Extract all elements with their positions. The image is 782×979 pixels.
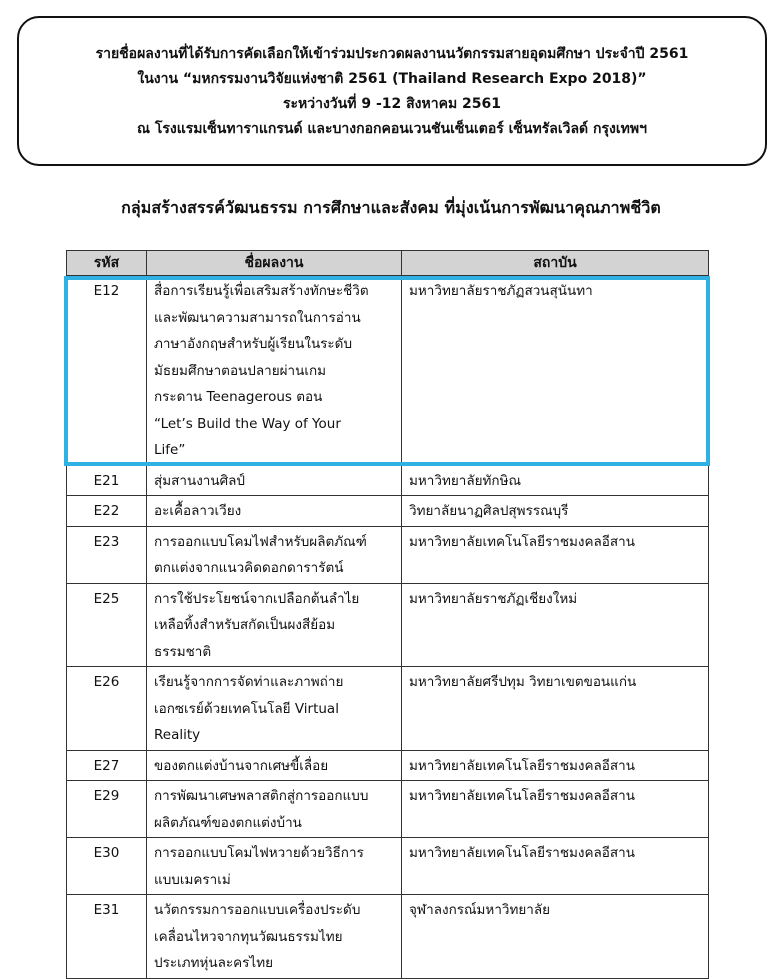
row-name-line: สื่อการเรียนรู้เพื่อเสริมสร้างทักษะชีวิต xyxy=(154,283,369,299)
row-code: E27 xyxy=(67,750,147,781)
row-name xyxy=(147,465,402,496)
row-name-line: มัธยมศึกษาตอนปลายผ่านเกม xyxy=(154,362,327,379)
row-name-line: Life” xyxy=(154,442,186,458)
row-name xyxy=(147,781,402,838)
table-body xyxy=(67,276,709,979)
row-name xyxy=(147,496,402,527)
row-name-line: สุ่มสานงานศิลป์ xyxy=(154,472,245,489)
row-name-line: ประเภทหุ่นละครไทย xyxy=(154,955,274,971)
row-name-line: และพัฒนาความสามารถในการอ่าน xyxy=(154,309,361,326)
row-name-line: นวัตกรรมการออกแบบเครื่องประดับ xyxy=(154,902,361,918)
row-code: E26 xyxy=(67,667,147,751)
header-name: ชื่อผลงาน xyxy=(147,251,402,276)
row-code: E30 xyxy=(67,838,147,895)
row-name-line: Reality xyxy=(154,727,201,743)
header-line-event: ในงาน “มหกรรมงานวิจัยแห่งชาติ 2561 (Thailand Research Expo 2018)” xyxy=(137,71,647,87)
row-name-line: ภาษาอังกฤษสำหรับผู้เรียนในระดับ xyxy=(154,336,353,352)
table-row xyxy=(67,526,709,583)
row-institution: มหาวิทยาลัยเทคโนโลยีราชมงคลอีสาน xyxy=(402,838,709,895)
row-institution: มหาวิทยาลัยเทคโนโลยีราชมงคลอีสาน xyxy=(402,526,709,583)
row-code: E25 xyxy=(67,583,147,667)
row-name-line: การใช้ประโยชน์จากเปลือกต้นลำไย xyxy=(154,590,360,607)
row-institution: มหาวิทยาลัยเทคโนโลยีราชมงคลอีสาน xyxy=(402,750,709,781)
row-name xyxy=(147,583,402,667)
row-institution: วิทยาลัยนาฏศิลปสุพรรณบุรี xyxy=(402,496,709,527)
row-name-line: เอกซเรย์ด้วยเทคโนโลยี Virtual xyxy=(154,700,339,717)
table-row xyxy=(67,781,709,838)
row-institution: มหาวิทยาลัยศรีปทุม วิทยาเขตขอนแก่น xyxy=(402,667,709,751)
row-name-line: ตกแต่งจากแนวคิดดอกดารารัตน์ xyxy=(154,560,344,576)
section-title: กลุ่มสร้างสรรค์วัฒนธรรม การศึกษาและสังคม ที่มุ่งเน้นการพัฒนาคุณภาพชีวิต xyxy=(121,198,661,217)
row-code: E31 xyxy=(67,895,147,979)
row-name-line: ของตกแต่งบ้านจากเศษขี้เลื่อย xyxy=(154,757,329,774)
table-header-row xyxy=(67,251,709,276)
row-code: E21 xyxy=(67,465,147,496)
row-name-line: อะเคื้อลาวเวียง xyxy=(154,503,242,519)
table-row xyxy=(67,496,709,527)
row-name-line: การออกแบบโคมไฟสำหรับผลิตภัณฑ์ xyxy=(154,533,367,550)
row-institution: มหาวิทยาลัยเทคโนโลยีราชมงคลอีสาน xyxy=(402,781,709,838)
row-name-line: เคลื่อนไหวจากทุนวัฒนธรรมไทย xyxy=(154,928,343,945)
table-row xyxy=(67,583,709,667)
row-name-line: เรียนรู้จากการจัดท่าและภาพถ่าย xyxy=(154,674,344,690)
header-line-dates: ระหว่างวันที่ 9 -12 สิงหาคม 2561 xyxy=(282,96,502,112)
header-line-venue: ณ โรงแรมเซ็นทาราแกรนด์ และบางกอกคอนเวนชันเซ็นเตอร์ เซ็นทรัลเวิลด์ กรุงเทพฯ xyxy=(137,121,647,137)
row-name xyxy=(147,526,402,583)
table-row xyxy=(67,667,709,751)
results-table xyxy=(66,250,709,979)
row-code: E29 xyxy=(67,781,147,838)
row-name xyxy=(147,750,402,781)
row-name-line: เหลือทิ้งสำหรับสกัดเป็นผงสีย้อม xyxy=(154,617,336,633)
header-institution: สถาบัน xyxy=(402,251,709,276)
row-name-line: ธรรมชาติ xyxy=(154,643,212,660)
header-line-title: รายชื่อผลงานที่ได้รับการคัดเลือกให้เข้าร่วมประกวดผลงานนวัตกรรมสายอุดมศึกษา ประจำปี 2561 xyxy=(95,46,689,62)
table-row xyxy=(67,838,709,895)
row-code: E22 xyxy=(67,496,147,527)
row-name xyxy=(147,667,402,751)
row-code: E12 xyxy=(67,276,147,466)
row-institution: มหาวิทยาลัยทักษิณ xyxy=(402,465,709,496)
row-name xyxy=(147,895,402,979)
row-name-line: กระดาน Teenagerous ตอน xyxy=(154,389,323,405)
table-row xyxy=(67,750,709,781)
row-institution: มหาวิทยาลัยราชภัฏสวนสุนันทา xyxy=(402,276,709,466)
row-name xyxy=(147,276,402,466)
table-row xyxy=(67,276,709,466)
row-name-line: แบบเมคราเม่ xyxy=(154,871,231,888)
row-name-line: ผลิตภัณฑ์ของตกแต่งบ้าน xyxy=(154,814,302,831)
table-row xyxy=(67,895,709,979)
row-institution: จุฬาลงกรณ์มหาวิทยาลัย xyxy=(402,895,709,979)
row-name xyxy=(147,838,402,895)
header-code: รหัส xyxy=(67,251,147,276)
row-name-line: การออกแบบโคมไฟหวายด้วยวิธีการ xyxy=(154,845,364,861)
row-name-line: การพัฒนาเศษพลาสติกสู่การออกแบบ xyxy=(154,788,369,804)
row-name-line: “Let’s Build the Way of Your xyxy=(154,415,341,432)
announcement-header-box xyxy=(17,16,767,166)
table-row xyxy=(67,465,709,496)
row-institution: มหาวิทยาลัยราชภัฏเชียงใหม่ xyxy=(402,583,709,667)
row-code: E23 xyxy=(67,526,147,583)
